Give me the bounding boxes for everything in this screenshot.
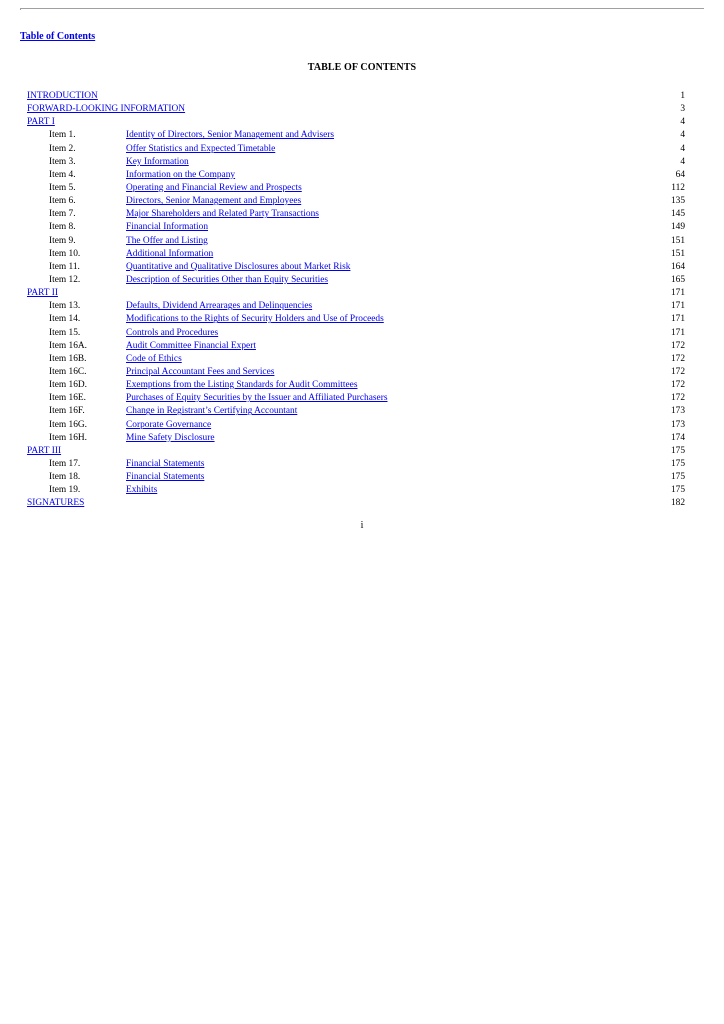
toc-list bbox=[27, 90, 685, 511]
toc-item-number: Item 16H. bbox=[49, 432, 88, 443]
toc-page-number: 135 bbox=[670, 196, 685, 207]
toc-section-row bbox=[27, 90, 685, 103]
toc-item-row bbox=[27, 274, 685, 287]
toc-item-link[interactable]: Purchases of Equity Securities by the Issuer and Affiliated Purchasers bbox=[126, 393, 388, 404]
toc-page-number: 171 bbox=[670, 301, 685, 312]
toc-item-row bbox=[27, 156, 685, 169]
toc-item-row bbox=[27, 182, 685, 195]
toc-item-row bbox=[27, 419, 685, 432]
toc-page-number: 175 bbox=[670, 445, 685, 456]
toc-item-link[interactable]: Exhibits bbox=[126, 485, 158, 496]
toc-item-number: Item 16A. bbox=[49, 340, 88, 351]
toc-item-number: Item 16B. bbox=[49, 353, 87, 364]
toc-item-link[interactable]: Information on the Company bbox=[126, 169, 236, 180]
toc-page-number: 175 bbox=[670, 458, 685, 469]
toc-page-number: 151 bbox=[670, 248, 685, 259]
toc-item-link[interactable]: Corporate Governance bbox=[126, 419, 212, 430]
toc-item-row bbox=[27, 432, 685, 445]
toc-item-number: Item 18. bbox=[49, 472, 81, 483]
toc-item-row bbox=[27, 129, 685, 142]
toc-page-number: 173 bbox=[670, 419, 685, 430]
toc-item-number: Item 11. bbox=[49, 261, 80, 272]
toc-item-number: Item 2. bbox=[49, 143, 76, 154]
toc-page-number: 174 bbox=[670, 432, 685, 443]
toc-item-number: Item 3. bbox=[49, 156, 76, 167]
toc-page-number: 165 bbox=[670, 274, 685, 285]
toc-item-link[interactable]: Offer Statistics and Expected Timetable bbox=[126, 143, 276, 154]
toc-page-number: 173 bbox=[670, 406, 685, 417]
toc-section-row bbox=[27, 103, 685, 116]
toc-item-row bbox=[27, 313, 685, 326]
toc-page-number: 4 bbox=[680, 156, 685, 167]
toc-item-row bbox=[27, 208, 685, 221]
toc-page-number: 175 bbox=[670, 472, 685, 483]
toc-page-number: 151 bbox=[670, 235, 685, 246]
toc-item-number: Item 16C. bbox=[49, 366, 87, 377]
toc-page-number: 171 bbox=[670, 288, 685, 299]
toc-section-link[interactable]: SIGNATURES bbox=[27, 498, 85, 509]
toc-item-row bbox=[27, 405, 685, 418]
toc-section-link[interactable]: FORWARD-LOOKING INFORMATION bbox=[27, 104, 186, 115]
toc-item-number: Item 4. bbox=[49, 169, 76, 180]
toc-page-number: 112 bbox=[671, 182, 685, 193]
toc-item-row bbox=[27, 484, 685, 497]
toc-section-row bbox=[27, 287, 685, 300]
toc-item-link[interactable]: Major Shareholders and Related Party Transactions bbox=[126, 209, 319, 220]
toc-item-row bbox=[27, 327, 685, 340]
page-title: TABLE OF CONTENTS bbox=[307, 62, 417, 73]
toc-item-row bbox=[27, 392, 685, 405]
toc-item-link[interactable]: Financial Statements bbox=[126, 472, 205, 483]
page-number: i bbox=[360, 520, 364, 531]
toc-item-link[interactable]: Description of Securities Other than Equity Securities bbox=[126, 274, 329, 285]
toc-section-row bbox=[27, 116, 685, 129]
toc-item-link[interactable]: Financial Statements bbox=[126, 458, 205, 469]
toc-item-link[interactable]: Directors, Senior Management and Employees bbox=[126, 196, 302, 207]
toc-section-row bbox=[27, 497, 685, 510]
toc-item-row bbox=[27, 261, 685, 274]
table-of-contents-link[interactable]: Table of Contents bbox=[20, 31, 96, 42]
toc-item-link[interactable]: Defaults, Dividend Arrearages and Delinquencies bbox=[126, 301, 313, 312]
toc-item-number: Item 16D. bbox=[49, 380, 88, 391]
toc-section-link[interactable]: PART I bbox=[27, 117, 55, 128]
toc-item-row bbox=[27, 300, 685, 313]
toc-section-link[interactable]: INTRODUCTION bbox=[27, 91, 98, 101]
toc-item-number: Item 5. bbox=[49, 182, 76, 193]
toc-item-link[interactable]: Controls and Procedures bbox=[126, 327, 219, 338]
toc-page-number: 172 bbox=[670, 393, 685, 404]
toc-item-row bbox=[27, 353, 685, 366]
toc-item-link[interactable]: The Offer and Listing bbox=[126, 235, 208, 246]
toc-item-link[interactable]: Principal Accountant Fees and Services bbox=[126, 366, 275, 377]
toc-section-link[interactable]: PART III bbox=[27, 445, 62, 456]
toc-page-number: 64 bbox=[675, 169, 685, 180]
toc-item-number: Item 8. bbox=[49, 222, 76, 233]
toc-item-row bbox=[27, 366, 685, 379]
toc-item-number: Item 16G. bbox=[49, 419, 88, 430]
toc-page-number: 1 bbox=[680, 91, 685, 101]
toc-page-number: 172 bbox=[670, 353, 685, 364]
toc-page-number: 164 bbox=[670, 261, 685, 272]
toc-page-number: 172 bbox=[670, 366, 685, 377]
toc-page-number: 145 bbox=[670, 209, 685, 220]
toc-item-row bbox=[27, 248, 685, 261]
toc-page-number: 175 bbox=[670, 485, 685, 496]
toc-item-number: Item 19. bbox=[49, 485, 81, 496]
toc-item-link[interactable]: Code of Ethics bbox=[126, 353, 182, 364]
toc-page-number: 149 bbox=[670, 222, 685, 233]
toc-item-link[interactable]: Operating and Financial Review and Prospects bbox=[126, 182, 302, 193]
toc-item-number: Item 16E. bbox=[49, 393, 86, 404]
toc-item-link[interactable]: Additional Information bbox=[126, 248, 214, 259]
toc-item-link[interactable]: Modifications to the Rights of Security Holders and Use of Proceeds bbox=[126, 314, 384, 325]
toc-page-number: 171 bbox=[670, 314, 685, 325]
toc-page-number: 172 bbox=[670, 380, 685, 391]
toc-item-row bbox=[27, 458, 685, 471]
toc-item-link[interactable]: Exemptions from the Listing Standards for Audit Committees bbox=[126, 380, 358, 391]
toc-item-number: Item 13. bbox=[49, 301, 81, 312]
toc-item-number: Item 16F. bbox=[49, 406, 85, 417]
toc-item-number: Item 17. bbox=[49, 458, 81, 469]
toc-item-row bbox=[27, 169, 685, 182]
toc-page-number: 4 bbox=[680, 117, 685, 128]
toc-item-link[interactable]: Financial Information bbox=[126, 222, 209, 233]
toc-item-link[interactable]: Key Information bbox=[126, 156, 189, 167]
toc-section-row bbox=[27, 445, 685, 458]
toc-item-number: Item 7. bbox=[49, 209, 76, 220]
toc-item-link[interactable]: Audit Committee Financial Expert bbox=[126, 340, 256, 351]
toc-item-number: Item 12. bbox=[49, 274, 81, 285]
toc-item-link[interactable]: Change in Registrant’s Certifying Accountant bbox=[126, 406, 298, 417]
toc-item-row bbox=[27, 471, 685, 484]
toc-page-number: 4 bbox=[680, 130, 685, 141]
toc-item-row bbox=[27, 195, 685, 208]
toc-item-link[interactable]: Identity of Directors, Senior Management and Advisers bbox=[126, 130, 335, 141]
toc-item-row bbox=[27, 379, 685, 392]
toc-item-row bbox=[27, 340, 685, 353]
toc-item-row bbox=[27, 143, 685, 156]
toc-item-number: Item 14. bbox=[49, 314, 81, 325]
toc-page-number: 182 bbox=[670, 498, 685, 509]
toc-item-row bbox=[27, 221, 685, 234]
top-divider bbox=[20, 8, 704, 10]
toc-section-link[interactable]: PART II bbox=[27, 288, 58, 299]
toc-item-number: Item 9. bbox=[49, 235, 76, 246]
toc-item-link[interactable]: Mine Safety Disclosure bbox=[126, 432, 215, 443]
toc-item-row bbox=[27, 235, 685, 248]
toc-item-link[interactable]: Quantitative and Qualitative Disclosures about Market Risk bbox=[126, 261, 351, 272]
toc-item-number: Item 1. bbox=[49, 130, 76, 141]
toc-item-number: Item 15. bbox=[49, 327, 81, 338]
toc-page-number: 4 bbox=[680, 143, 685, 154]
toc-page-number: 172 bbox=[670, 340, 685, 351]
toc-item-number: Item 10. bbox=[49, 248, 81, 259]
toc-page-number: 171 bbox=[670, 327, 685, 338]
toc-page-number: 3 bbox=[680, 104, 685, 115]
toc-item-number: Item 6. bbox=[49, 196, 76, 207]
